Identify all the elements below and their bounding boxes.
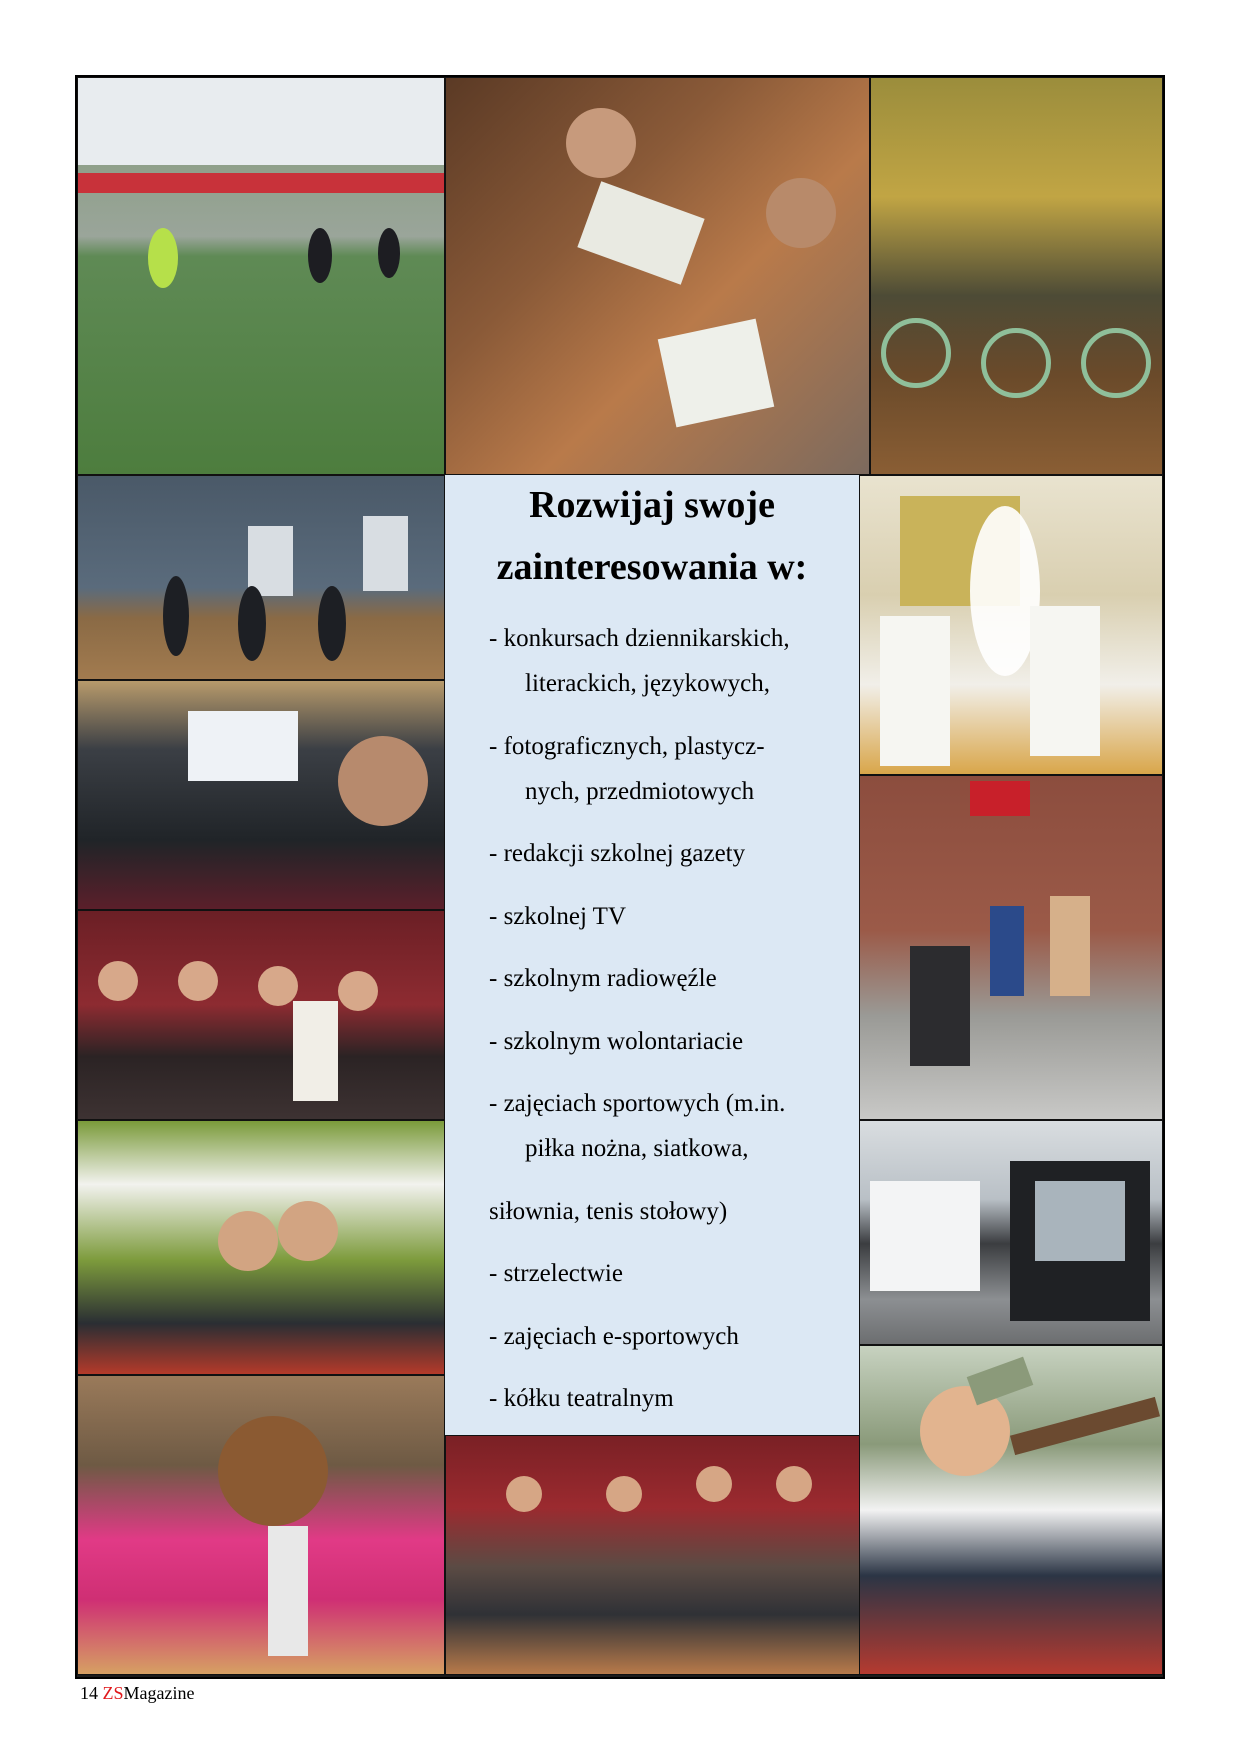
photo-robotics-computer-lab bbox=[77, 680, 445, 910]
panel-heading-line-1: Rozwijaj swoje bbox=[529, 484, 775, 526]
photo-school-choir bbox=[77, 910, 445, 1120]
photo-chemistry-experiment bbox=[859, 475, 1163, 775]
brand-magazine: Magazine bbox=[123, 1683, 195, 1703]
interests-text-panel bbox=[445, 475, 859, 1435]
list-item: - zajęciach sportowych (m.in. bbox=[489, 1090, 786, 1117]
list-item: - zajęciach e-sportowych bbox=[489, 1323, 739, 1350]
panel-heading-line-2: zainteresowania w: bbox=[496, 546, 808, 588]
list-item: - redakcji szkolnej gazety bbox=[489, 840, 746, 867]
photo-theatre-club bbox=[445, 1435, 860, 1675]
photo-fitness-class bbox=[77, 475, 445, 680]
page-number: 14 bbox=[80, 1683, 98, 1703]
photo-microscope-biology bbox=[77, 1375, 445, 1675]
list-item: - szkolnym wolontariacie bbox=[489, 1028, 744, 1055]
photo-forklift-training bbox=[859, 1120, 1163, 1345]
list-item-continuation: piłka nożna, siatkowa, bbox=[525, 1135, 749, 1162]
photo-students-reading-magazine bbox=[445, 77, 870, 475]
brand-zs: ZS bbox=[102, 1683, 124, 1703]
photo-shooting-range bbox=[859, 1345, 1163, 1675]
photo-bike-trip bbox=[870, 77, 1163, 475]
list-item-continuation: literackich, językowych, bbox=[525, 670, 771, 697]
list-item-continuation: siłownia, tenis stołowy) bbox=[489, 1198, 728, 1225]
list-item: - szkolnym radiowęźle bbox=[489, 965, 717, 992]
photo-recording-studio bbox=[77, 1120, 445, 1375]
list-item: - szkolnej TV bbox=[489, 903, 627, 930]
list-item: - konkursach dziennikarskich, bbox=[489, 625, 790, 652]
photo-football-training bbox=[77, 77, 445, 475]
photo-school-tv-interview bbox=[859, 775, 1163, 1120]
list-item: - kółku teatralnym bbox=[489, 1385, 674, 1412]
page-footer bbox=[80, 1683, 194, 1704]
list-item: - strzelectwie bbox=[489, 1260, 623, 1287]
list-item-continuation: nych, przedmiotowych bbox=[525, 778, 755, 805]
list-item: - fotograficznych, plastycz- bbox=[489, 733, 765, 760]
